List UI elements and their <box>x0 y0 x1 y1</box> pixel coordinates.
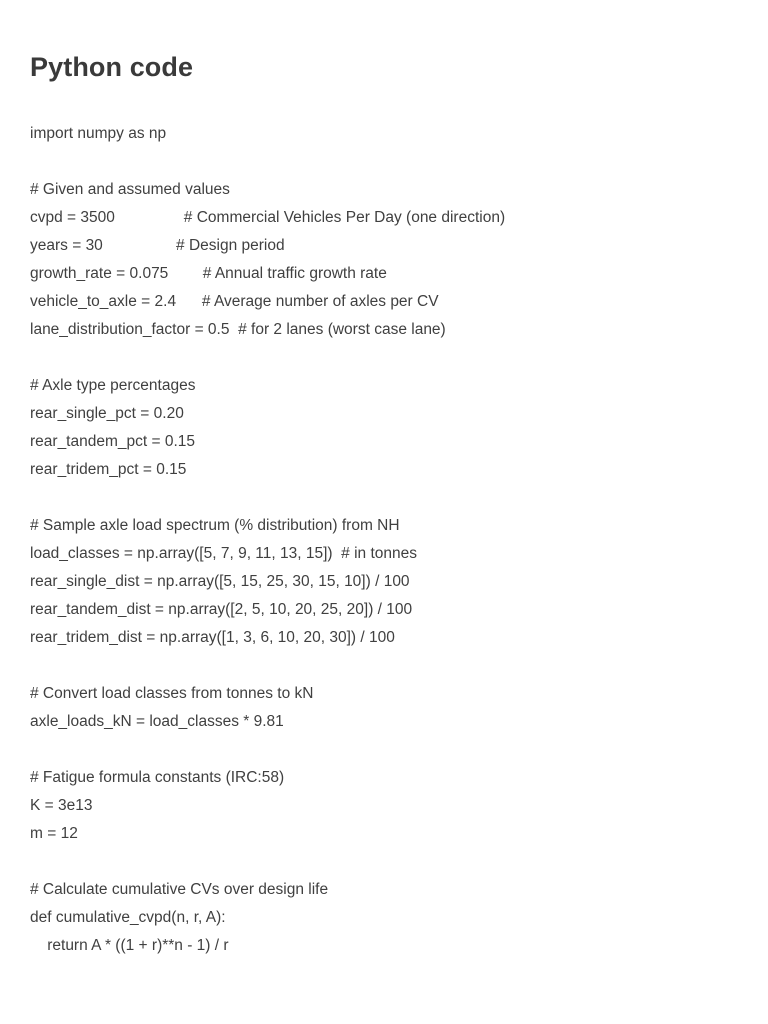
code-line-blank <box>30 484 750 512</box>
code-block <box>30 120 750 960</box>
code-line: load_classes = np.array([5, 7, 9, 11, 13, 15]) # in tonnes <box>30 545 418 562</box>
code-line: import numpy as np <box>30 125 167 142</box>
code-line: # Axle type percentages <box>30 377 196 394</box>
code-line: return A * ((1 + r)**n - 1) / r <box>30 937 229 954</box>
code-line: # Sample axle load spectrum (% distribution) from NH <box>30 517 400 534</box>
code-line: rear_tandem_dist = np.array([2, 5, 10, 20, 25, 20]) / 100 <box>30 601 413 618</box>
code-line: rear_tridem_dist = np.array([1, 3, 6, 10, 20, 30]) / 100 <box>30 629 395 646</box>
code-line: years = 30 # Design period <box>30 237 285 254</box>
code-line: cvpd = 3500 # Commercial Vehicles Per Day (one direction) <box>30 209 506 226</box>
code-line: rear_tridem_pct = 0.15 <box>30 461 187 478</box>
code-line-blank <box>30 736 750 764</box>
code-line: # Calculate cumulative CVs over design life <box>30 881 329 898</box>
code-line: def cumulative_cvpd(n, r, A): <box>30 909 226 926</box>
code-line: K = 3e13 <box>30 797 93 814</box>
code-line: # Given and assumed values <box>30 181 230 198</box>
code-line: rear_single_pct = 0.20 <box>30 405 184 422</box>
code-line-blank <box>30 148 750 176</box>
code-line: vehicle_to_axle = 2.4 # Average number of axles per CV <box>30 293 439 310</box>
code-line: growth_rate = 0.075 # Annual traffic growth rate <box>30 265 387 282</box>
code-line: # Convert load classes from tonnes to kN <box>30 685 314 702</box>
code-line-blank <box>30 848 750 876</box>
page-title: Python code <box>30 52 194 82</box>
code-line: rear_single_dist = np.array([5, 15, 25, 30, 15, 10]) / 100 <box>30 573 410 590</box>
code-line: m = 12 <box>30 825 78 842</box>
code-line: # Fatigue formula constants (IRC:58) <box>30 769 285 786</box>
code-line: rear_tandem_pct = 0.15 <box>30 433 196 450</box>
code-line-blank <box>30 344 750 372</box>
code-line: lane_distribution_factor = 0.5 # for 2 lanes (worst case lane) <box>30 321 446 338</box>
code-line-blank <box>30 652 750 680</box>
code-line: axle_loads_kN = load_classes * 9.81 <box>30 713 284 730</box>
